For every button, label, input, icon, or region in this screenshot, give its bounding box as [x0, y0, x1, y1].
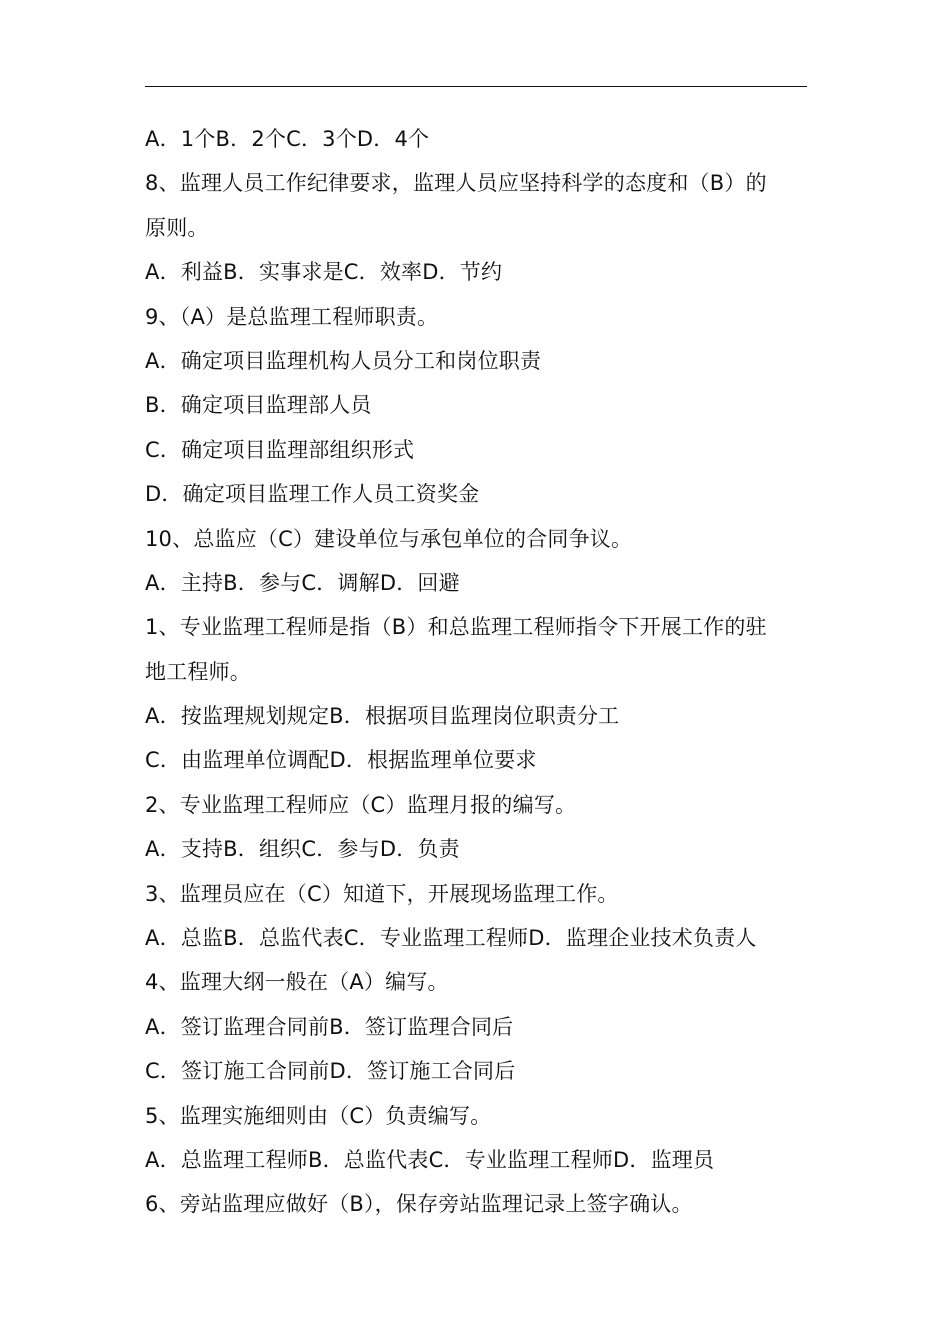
- text-line: A．总监理工程师B．总监代表C．专业监理工程师D．监理员: [145, 1147, 715, 1172]
- text-line: 9、（A）是总监理工程师职责。: [145, 304, 439, 329]
- header-divider: [145, 86, 807, 87]
- text-line: A．签订监理合同前B．签订监理合同后: [145, 1014, 514, 1039]
- text-line: 4、监理大纲一般在（A）编写。: [145, 970, 449, 995]
- text-line: 1、专业监理工程师是指（B）和总监理工程师指令下开展工作的驻: [145, 615, 767, 640]
- text-line: 原则。: [145, 215, 209, 240]
- text-line: A．支持B．组织C．参与D．负责: [145, 837, 460, 862]
- text-line: 10、总监应（C）建设单位与承包单位的合同争议。: [145, 526, 633, 551]
- text-line: C．由监理单位调配D．根据监理单位要求: [145, 748, 537, 773]
- text-line: A．利益B．实事求是C．效率D．节约: [145, 260, 503, 285]
- text-line: A．按监理规划规定B．根据项目监理岗位职责分工: [145, 704, 620, 729]
- document-body: [145, 117, 815, 1227]
- text-line: A．确定项目监理机构人员分工和岗位职责: [145, 348, 542, 373]
- text-line: 地工程师。: [145, 659, 251, 684]
- text-line: 2、专业监理工程师应（C）监理月报的编写。: [145, 792, 577, 817]
- text-line: 8、监理人员工作纪律要求，监理人员应坚持科学的态度和（B）的: [145, 171, 767, 196]
- text-line: D．确定项目监理工作人员工资奖金: [145, 482, 480, 507]
- text-line: A．总监B．总监代表C．专业监理工程师D．监理企业技术负责人: [145, 926, 757, 951]
- text-line: B．确定项目监理部人员: [145, 393, 372, 418]
- text-line: 3、监理员应在（C）知道下，开展现场监理工作。: [145, 881, 619, 906]
- text-line: 6、旁站监理应做好（B），保存旁站监理记录上签字确认。: [145, 1192, 693, 1217]
- text-line: C．确定项目监理部组织形式: [145, 437, 415, 462]
- text-line: A．主持B．参与C．调解D．回避: [145, 570, 460, 595]
- text-line: A．1个B．2个C．3个D．4个: [145, 127, 430, 151]
- text-line: C．签订施工合同前D．签订施工合同后: [145, 1059, 516, 1084]
- text-line: 5、监理实施细则由（C）负责编写。: [145, 1103, 492, 1128]
